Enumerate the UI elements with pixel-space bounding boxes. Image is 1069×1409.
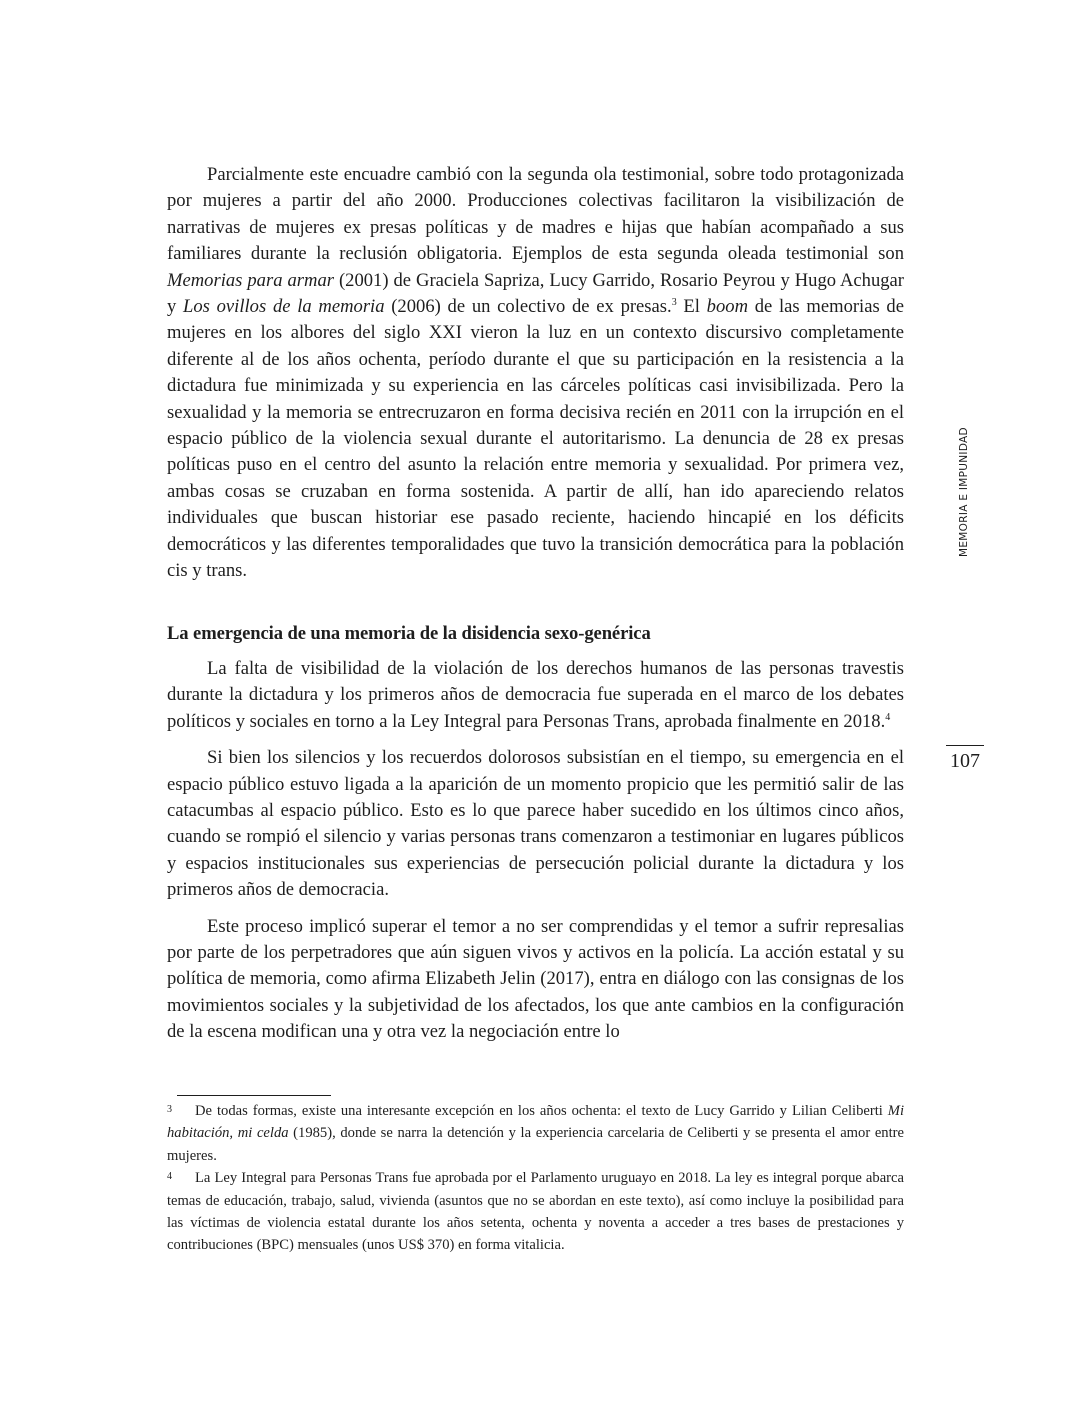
footnote-4 [167,1167,904,1257]
footnote-divider [177,1095,331,1096]
paragraph-1-text-a: Parcialmente este encuadre cambió con la segunda ola testimonial, sobre todo protagonizada por mujeres a partir del año 2000. Producciones colectivas facilitaron la visibilización de narrativas de mujeres ex presas políticas y de madres e hijas que habían acompañado a sus familiares durante la reclusión obligatoria. Ejemplos de esta segunda oleada testimonial son [167,164,904,265]
term-boom: boom [706,296,748,318]
main-text [167,162,904,1046]
paragraph-1-text-c: (2006) de un colectivo de ex presas. [384,296,672,318]
paragraph-2 [167,656,904,735]
paragraph-1-text-b: (2001) de Graciela Sapriza, Lucy Garrido, Rosario Peyrou y Hugo Achugar y [167,269,904,318]
footnote-3 [167,1100,904,1167]
page-number-rule [946,745,984,746]
paragraph-3: Si bien los silencios y los recuerdos dolorosos subsistían en el tiempo, su emergencia en el espacio público estuvo ligada a la aparición de un momento propicio que les permitió salir de las catacumbas al espacio público. Esto es lo que parece haber sucedido en los últimos cinco años, cuando se rompió el silencio y varias personas trans comenzaron a testimoniar en lugares públicos y espacios institucionales sus experiencias de persecución policial durante la dictadura y los primeros años de democracia. [167,747,904,901]
footnote-ref-3[interactable]: 3 [671,296,677,308]
paragraph-2-text: La falta de visibilidad de la violación de los derechos humanos de las personas travestis durante la dictadura y los primeros años de democracia fue superada en el marco de los debates políticos y sociales en torno a la Ley Integral para Personas Trans, aprobada finalmente en 2018. [167,657,904,732]
paragraph-4: Este proceso implicó superar el temor a no ser comprendidas y el temor a sufrir represalias por parte de los perpetradores que aún siguen vivos y activos en la policía. La acción estatal y su política de memoria, como afirma Elizabeth Jelin (2017), entra en diálogo con las consignas de los movimientos sociales y la subjetividad de los afectados, los que ante cambios en la configuración de la escena modifican una y otra vez la negociación entre lo [167,915,904,1043]
footnotes [167,1095,904,1257]
title-los-ovillos: Los ovillos de la memoria [183,296,385,318]
page-number: 107 [950,750,980,772]
title-mi-habitacion: Mi habitación, mi celda [167,1103,904,1142]
footnote-3-number: 3 [167,1104,172,1115]
footnote-3-text-b: (1985), donde se narra la detención y la experiencia carcelaria de Celiberti y se presenta el amor entre mujeres. [167,1125,904,1164]
footnote-3-text-a: De todas formas, existe una interesante excepción en los años ochenta: el texto de Lucy Garrido y Lilian Celiberti [195,1103,888,1119]
paragraph-1-text-e: de las memorias de mujeres en los albores del siglo XXI vieron la luz en un contexto discursivo completamente diferente al de los años ochenta, período durante el que su participación en la resistencia a la dictadura fue minimizada y su experiencia en las cárceles políticas casi invisibilizada. Pero la sexualidad y la memoria se entrecruzaron en forma decisiva recién en 2011 con la irrupción en el espacio público de la violencia sexual durante el autoritarismo. La denuncia de 28 ex presas políticas puso en el centro del asunto la relación entre memoria y sexualidad. Por primera vez, ambas cosas se cruzaban en forma sostenida. A partir de allí, han ido apareciendo relatos individuales que buscan historiar ese pasado reciente, haciendo hincapié en los déficits democráticos y las diferentes temporalidades que tuvo la transición democrática para la población cis y trans. [167,296,904,582]
title-memorias-para-armar: Memorias para armar [167,269,334,291]
footnote-4-number: 4 [167,1171,172,1183]
running-section-label: MEMORIA E IMPUNIDAD [958,427,970,558]
paragraph-1-text-d: El [676,296,707,318]
paragraph-1 [167,162,904,585]
footnote-ref-4[interactable]: 4 [885,711,891,723]
section-heading: La emergencia de una memoria de la disidencia sexo-genérica [167,622,651,644]
footnote-4-text: La Ley Integral para Personas Trans fue aprobada por el Parlamento uruguayo en 2018. La ley es integral porque abarca temas de educación, trabajo, salud, vivienda (asuntos que no se abordan en este texto), así como incluye la posibilidad para las víctimas de violencia estatal durante los años setenta, ochenta y noventa a acceder a tres bases de prestaciones y contribuciones (BPC) mensuales (unos US$ 370) en forma vitalicia. [167,1170,904,1254]
